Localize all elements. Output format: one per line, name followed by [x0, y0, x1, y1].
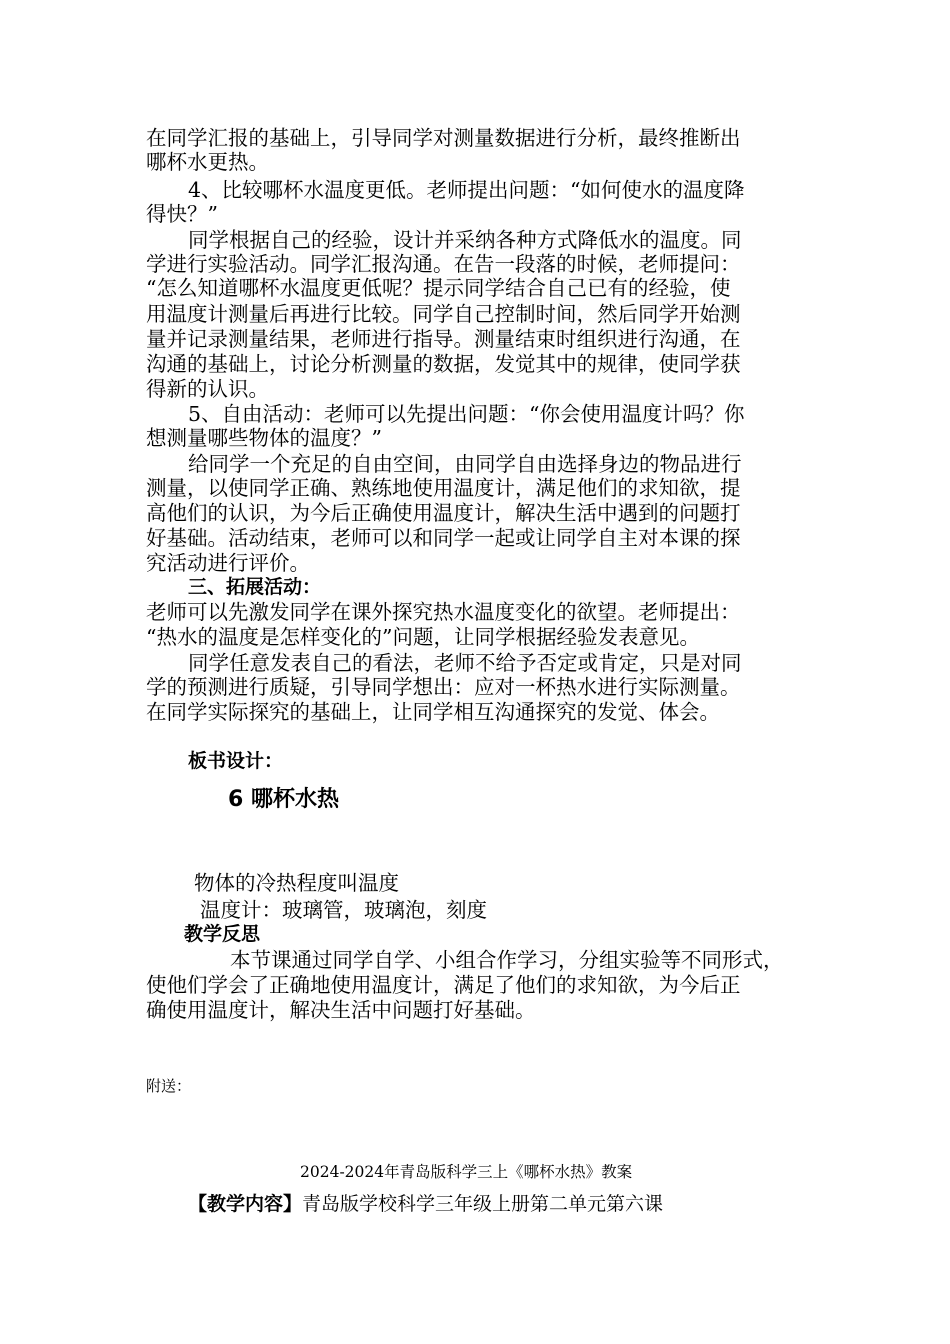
- body-line: 得快？”: [146, 202, 218, 226]
- body-line: 学进行实验活动。同学汇报沟通。在告一段落的时候，老师提问：: [146, 252, 741, 276]
- reflection-heading: 教学反思: [184, 923, 261, 945]
- body-line: 本节课通过同学自学、小组合作学习，分组实验等不同形式，: [230, 948, 784, 972]
- appendix-title: 2024-2024年青岛版科学三上《哪杯水热》教案: [300, 1163, 633, 1181]
- body-line: 老师可以先激发同学在课外探究热水温度变化的欲望。老师提出：: [146, 600, 741, 624]
- body-line: 4、比较哪杯水温度更低。老师提出问题：“如何使水的温度降: [188, 178, 745, 202]
- body-line: 量并记录测量结果，老师进行指导。测量结束时组织进行沟通，在: [146, 327, 741, 351]
- appendix-label: 附送：: [146, 1077, 192, 1095]
- content-label: 【教学内容】: [188, 1193, 303, 1215]
- body-line: 5、自由活动：老师可以先提出问题：“你会使用温度计吗？你: [188, 402, 745, 426]
- body-line: 哪杯水更热。: [146, 150, 269, 174]
- body-line: 在同学汇报的基础上，引导同学对测量数据进行分析，最终推断出: [146, 126, 741, 150]
- body-line: 得新的认识。: [146, 377, 269, 401]
- body-line: 确使用温度计，解决生活中问题打好基础。: [146, 998, 536, 1022]
- body-line: 给同学一个充足的自由空间，由同学自由选择身边的物品进行: [188, 452, 742, 476]
- board-line: 物体的冷热程度叫温度: [194, 871, 399, 895]
- body-line: 使他们学会了正确地使用温度计，满足了他们的求知欲，为今后正: [146, 973, 741, 997]
- body-line: 同学根据自己的经验，设计并采纳各种方式降低水的温度。同: [188, 228, 742, 252]
- body-line: 用温度计测量后再进行比较。同学自己控制时间，然后同学开始测: [146, 302, 741, 326]
- body-line: “热水的温度是怎样变化的”问题，让同学根据经验发表意见。: [146, 625, 700, 649]
- content-text: 青岛版学校科学三年级上册第二单元第六课: [302, 1193, 664, 1215]
- body-line: 高他们的认识，为今后正确使用温度计，解决生活中遇到的问题打: [146, 501, 741, 525]
- section-heading: 三、拓展活动：: [188, 576, 322, 598]
- body-line: 学的预测进行质疑，引导同学想出：应对一杯热水进行实际测量。: [146, 675, 741, 699]
- body-line: 想测量哪些物体的温度？”: [146, 426, 382, 450]
- body-line: “怎么知道哪杯水温度更低呢？提示同学结合自己已有的经验，使: [146, 276, 731, 300]
- body-line: 沟通的基础上，讨论分析测量的数据，发觉其中的规律，使同学获: [146, 352, 741, 376]
- body-line: 究活动进行评价。: [146, 551, 310, 575]
- board-line: 温度计：玻璃管，玻璃泡，刻度: [200, 898, 487, 922]
- content-line: [188, 1192, 663, 1216]
- board-title: 6 哪杯水热: [228, 787, 339, 812]
- board-design-heading: 板书设计：: [188, 750, 284, 772]
- body-line: 同学任意发表自己的看法，老师不给予否定或肯定，只是对同: [188, 651, 742, 675]
- body-line: 好基础。活动结束，老师可以和同学一起或让同学自主对本课的探: [146, 526, 741, 550]
- body-line: 在同学实际探究的基础上，让同学相互沟通探究的发觉、体会。: [146, 700, 720, 724]
- body-line: 测量，以使同学正确、熟练地使用温度计，满足他们的求知欲，提: [146, 476, 741, 500]
